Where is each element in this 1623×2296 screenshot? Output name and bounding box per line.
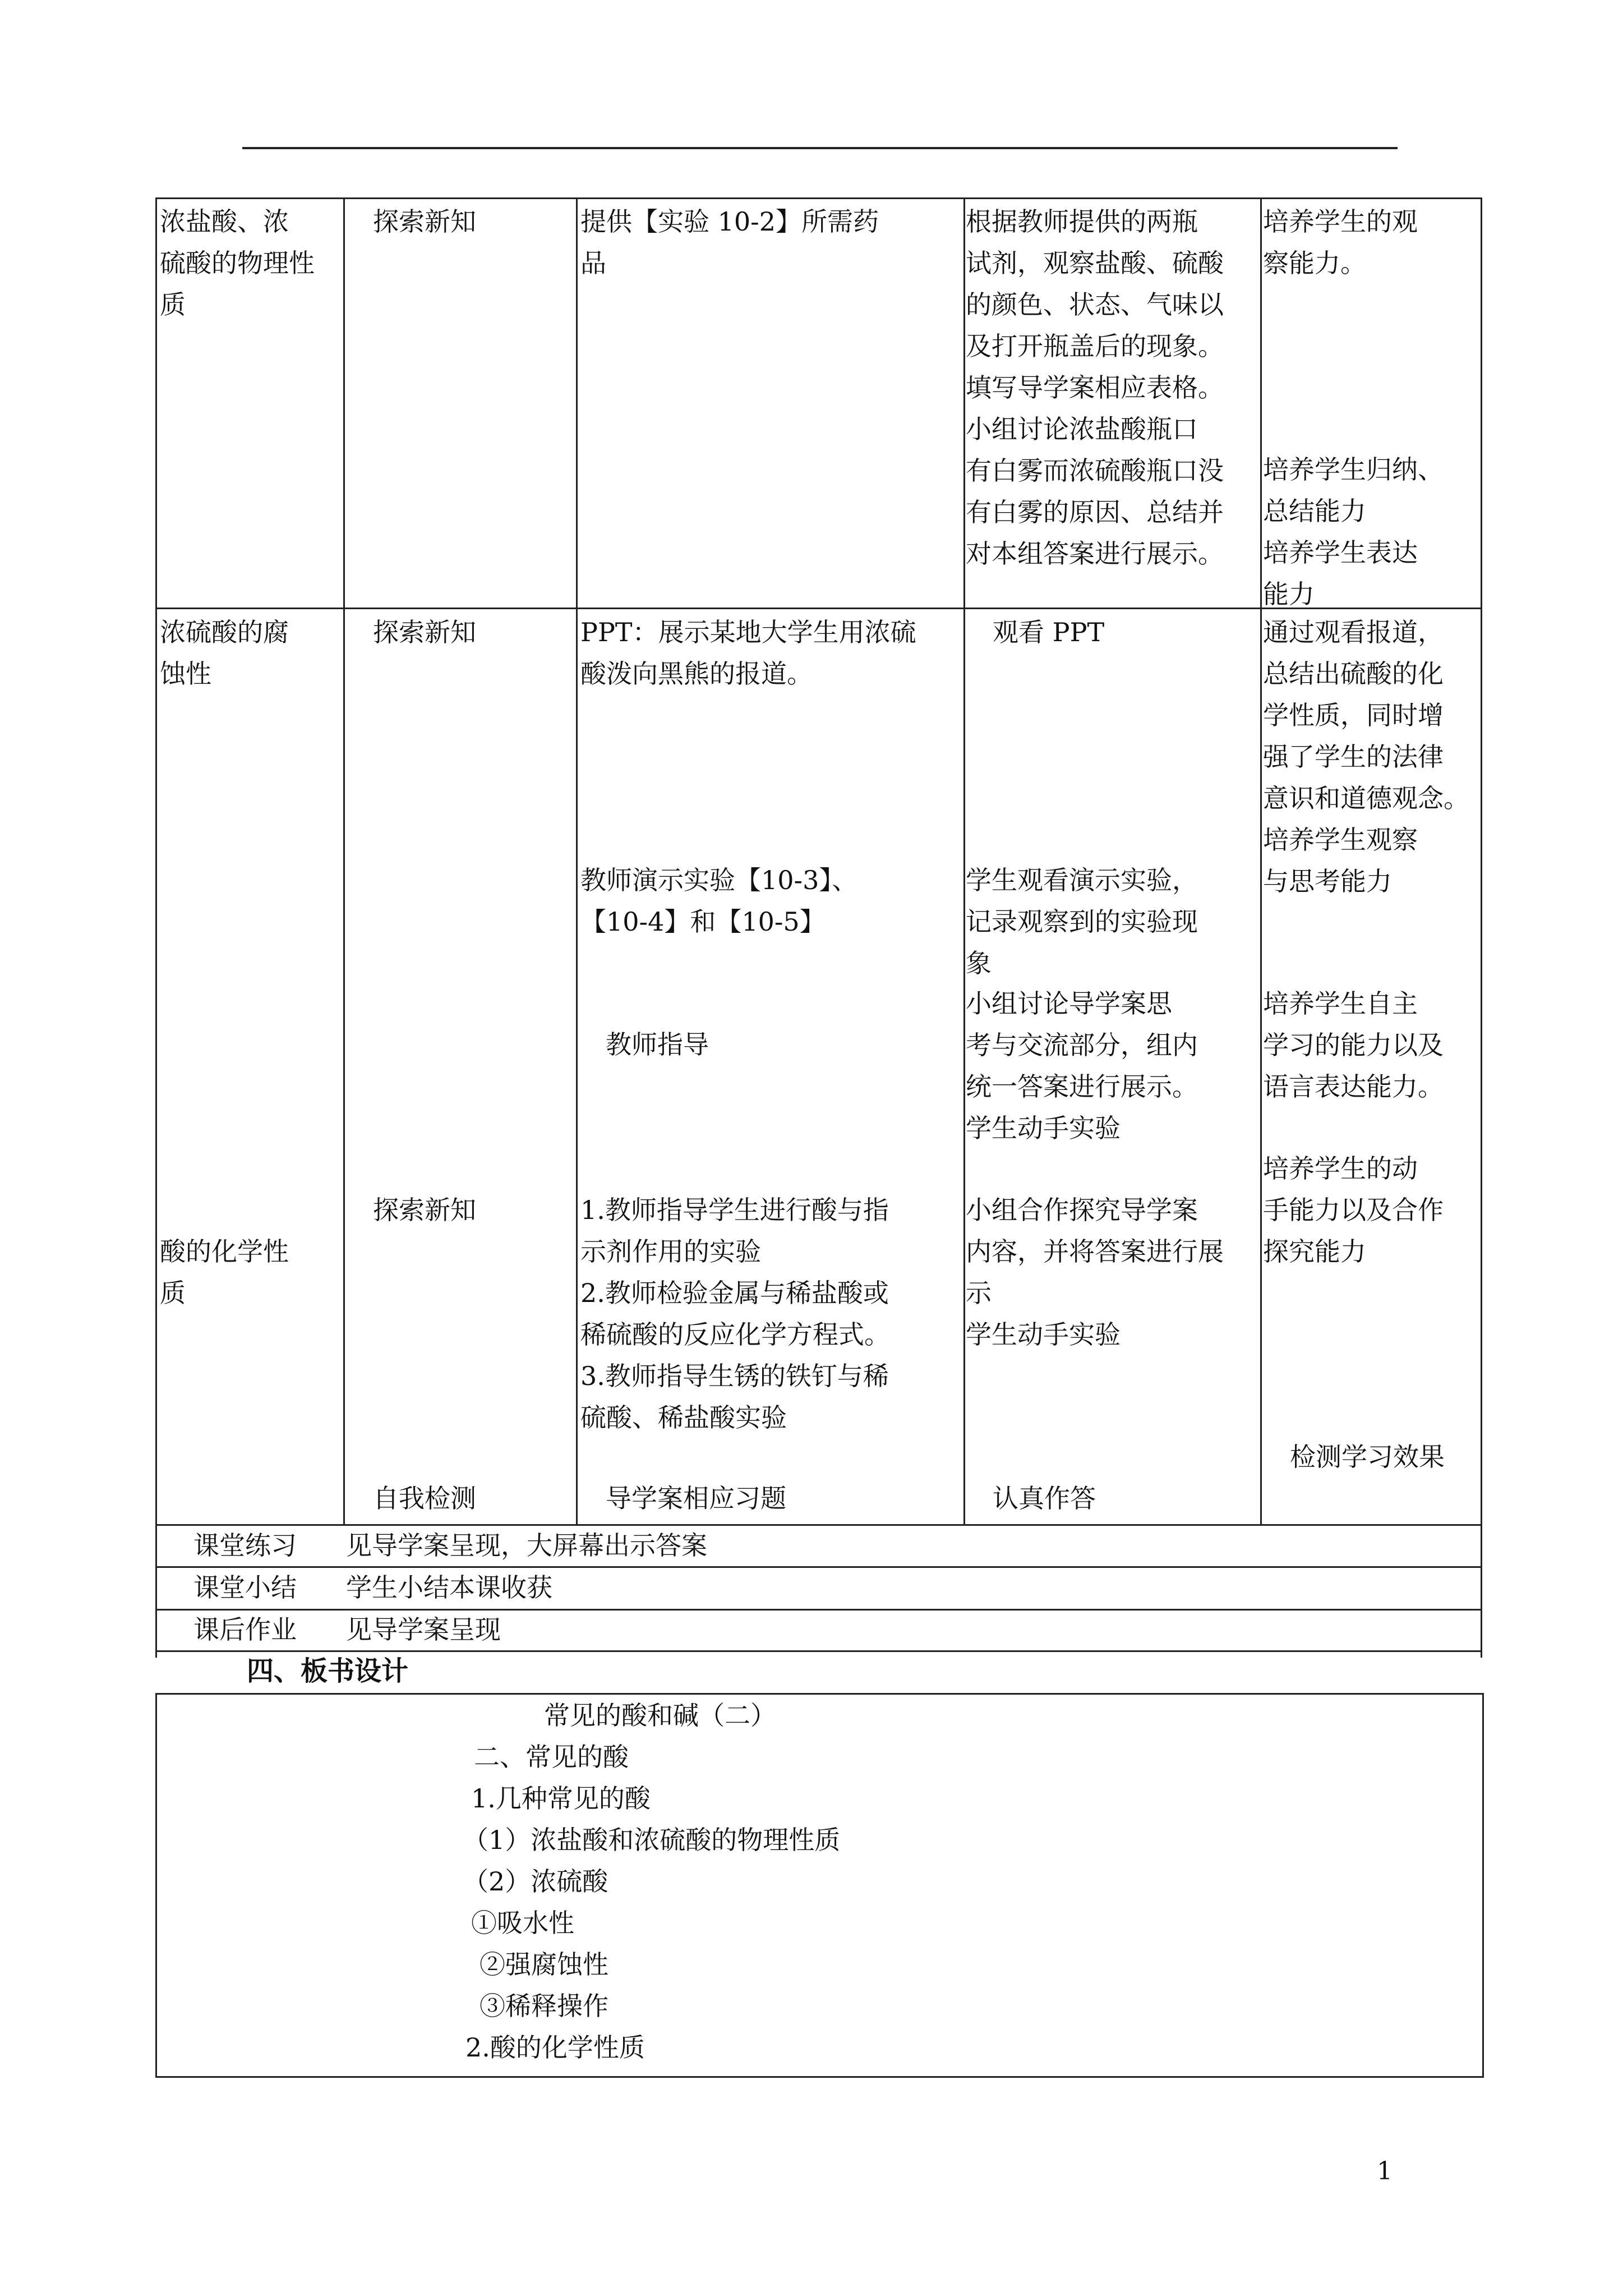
row2-stage-explore-1: 探索新知	[373, 617, 476, 647]
board-design-heading: 四、板书设计	[247, 1655, 409, 1687]
page-number: 1	[1377, 2157, 1393, 2185]
row2-teacher-exercises: 导学案相应习题	[606, 1483, 786, 1513]
board-line-6: ①吸水性	[471, 1908, 574, 1938]
row2-intent-handson: 培养学生的动 手能力以及合作 探究能力	[1263, 1153, 1444, 1267]
row2-intent-report: 通过观看报道， 总结出硫酸的化 学性质，同时增 强了学生的法律 意识和道德观念。 培养学生观察 与思考能力	[1263, 617, 1469, 896]
row2-section-chemical: 酸的化学性 质	[160, 1236, 289, 1308]
board-line-8: ③稀释操作	[479, 1991, 608, 2021]
row1-stage: 探索新知	[373, 206, 476, 237]
row2-student-ppt: 观看 PPT	[993, 617, 1105, 647]
summary-label-recap: 课堂小结	[193, 1572, 297, 1603]
summary-content-homework: 见导学案呈现	[346, 1614, 501, 1645]
row1-teacher: 提供【实验 10-2】所需药 品	[580, 206, 879, 278]
board-line-3: 1.几种常见的酸	[471, 1783, 651, 1814]
row1-intent-summary: 培养学生归纳、 总结能力 培养学生表达 能力	[1263, 454, 1444, 609]
row2-stage-selfcheck: 自我检测	[373, 1483, 476, 1513]
board-line-9: 2.酸的化学性质	[465, 2032, 645, 2063]
row1-section: 浓盐酸、浓 硫酸的物理性 质	[160, 206, 315, 320]
board-line-2: 二、常见的酸	[474, 1742, 629, 1772]
row1-intent-observe: 培养学生的观 察能力。	[1263, 206, 1418, 278]
row2-intent-autonomy: 培养学生自主 学习的能力以及 语言表达能力。	[1263, 988, 1444, 1102]
row2-stage-explore-2: 探索新知	[373, 1195, 476, 1225]
row1-student: 根据教师提供的两瓶 试剂，观察盐酸、硫酸 的颜色、状态、气味以 及打开瓶盖后的现象。 填写导学案相应表格。 小组讨论浓盐酸瓶口 有白雾而浓硫酸瓶口没 有白雾的原因、总结并 对本组答案进行展示。	[966, 206, 1224, 569]
header-rule	[242, 147, 1398, 149]
board-design-box	[155, 1693, 1484, 2078]
summary-label-homework: 课后作业	[193, 1614, 297, 1645]
summary-label-practice: 课堂练习	[193, 1530, 297, 1561]
board-line-7: ②强腐蚀性	[479, 1949, 608, 1980]
board-line-4: （1）浓盐酸和浓硫酸的物理性质	[463, 1825, 841, 1855]
row2-student-observe: 学生观看演示实验， 记录观察到的实验现 象	[966, 865, 1198, 978]
row2-teacher-experiments: 1.教师指导学生进行酸与指 示剂作用的实验 2.教师检验金属与稀盐酸或 稀硫酸的反应化学方程式。 3.教师指导生锈的铁钉与稀 硫酸、稀盐酸实验	[580, 1195, 890, 1433]
row2-teacher-ppt: PPT：展示某地大学生用浓硫 酸泼向黑熊的报道。	[580, 617, 916, 689]
row2-teacher-demo: 教师演示实验【10-3】、 【10-4】和【10-5】	[580, 865, 858, 937]
row2-student-cooperate: 小组合作探究导学案 内容，并将答案进行展 示 学生动手实验	[966, 1195, 1224, 1350]
row2-teacher-guide: 教师指导	[606, 1029, 709, 1060]
row2-student-answer: 认真作答	[993, 1483, 1096, 1513]
row2-student-discuss: 小组讨论导学案思 考与交流部分，组内 统一答案进行展示。 学生动手实验	[966, 988, 1198, 1143]
board-line-title: 常见的酸和碱（二）	[544, 1700, 776, 1731]
row2-intent-check: 检测学习效果	[1290, 1442, 1445, 1472]
board-line-5: （2）浓硫酸	[463, 1866, 608, 1897]
summary-content-recap: 学生小结本课收获	[346, 1572, 552, 1603]
row2-section-corrosive: 浓硫酸的腐 蚀性	[160, 617, 289, 689]
summary-content-practice: 见导学案呈现，大屏幕出示答案	[346, 1530, 707, 1561]
